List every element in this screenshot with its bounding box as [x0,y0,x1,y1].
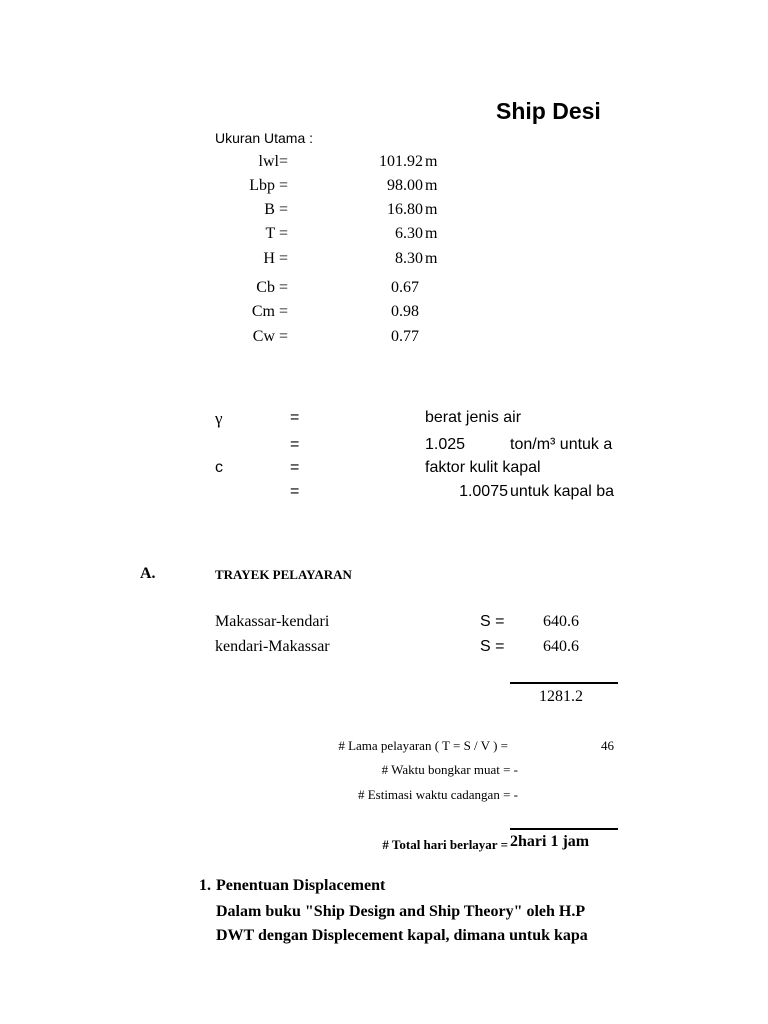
dim-value: 6.30 [395,225,423,242]
coef-label: Cb = [256,279,288,296]
route-distance-value: 640.6 [543,638,579,655]
dim-value: 98.00 [387,177,423,194]
route-name: kendari-Makassar [215,638,330,655]
total-days-label: # Total hari berlayar = [382,837,508,852]
c-unit: untuk kapal ba [510,483,615,500]
c-description: faktor kulit kapal [425,459,541,476]
dim-label: B = [264,201,288,218]
loading-time-label: # Waktu bongkar muat = - [381,762,518,777]
reserve-time-label: # Estimasi waktu cadangan = - [357,787,518,802]
page-title: Ship Desi [496,98,601,124]
gamma-unit: ton/m³ untuk a [510,436,613,453]
equals-sign: = [290,409,300,426]
route-name: Makassar-kendari [215,613,330,630]
dim-value: 8.30 [395,250,423,267]
main-dimensions-heading: Ukuran Utama : [215,130,314,146]
c-value: 1.0075 [459,483,508,500]
sailing-duration-label: # Lama pelayaran ( T = S / V ) = [338,738,508,753]
dim-label: T = [265,225,288,242]
coef-value: 0.98 [391,303,419,320]
section-1-heading: Penentuan Displacement [216,877,386,894]
coef-value: 0.67 [391,279,419,296]
gamma-description: berat jenis air [425,409,522,426]
sum-underline [510,682,618,684]
route-total: 1281.2 [539,688,583,705]
dim-label: H = [263,250,288,267]
route-distance-label: S = [480,638,505,655]
coef-label: Cw = [252,328,288,345]
gamma-value: 1.025 [425,436,466,453]
equals-sign: = [290,483,300,500]
equals-sign: = [290,459,300,476]
coef-value: 0.77 [391,328,419,345]
c-symbol: c [215,459,223,476]
section-a-heading: TRAYEK PELAYARAN [215,567,352,582]
section-1-line: DWT dengan Displecement kapal, dimana untuk kapa [216,927,588,944]
sailing-duration-value: 46 [601,738,614,753]
route-distance-label: S = [480,613,505,630]
total-days-value: 2hari 1 jam [510,833,590,850]
dim-value: 16.80 [387,201,423,218]
section-1-number: 1. [199,877,211,894]
dim-unit: m [425,153,438,170]
dim-unit: m [425,225,438,242]
section-a-letter: A. [140,565,156,582]
route-distance-value: 640.6 [543,613,579,630]
total-underline [510,828,618,830]
dim-unit: m [425,250,438,267]
dim-value: 101.92 [379,153,423,170]
dim-label: Lbp = [249,177,288,194]
coef-label: Cm = [251,303,288,320]
dim-unit: m [425,201,438,218]
gamma-symbol: γ [215,409,223,428]
dim-label: lwl= [258,153,288,170]
section-1-line: Dalam buku "Ship Design and Ship Theory" oleh H.P [216,903,586,920]
dim-unit: m [425,177,438,194]
equals-sign: = [290,436,300,453]
